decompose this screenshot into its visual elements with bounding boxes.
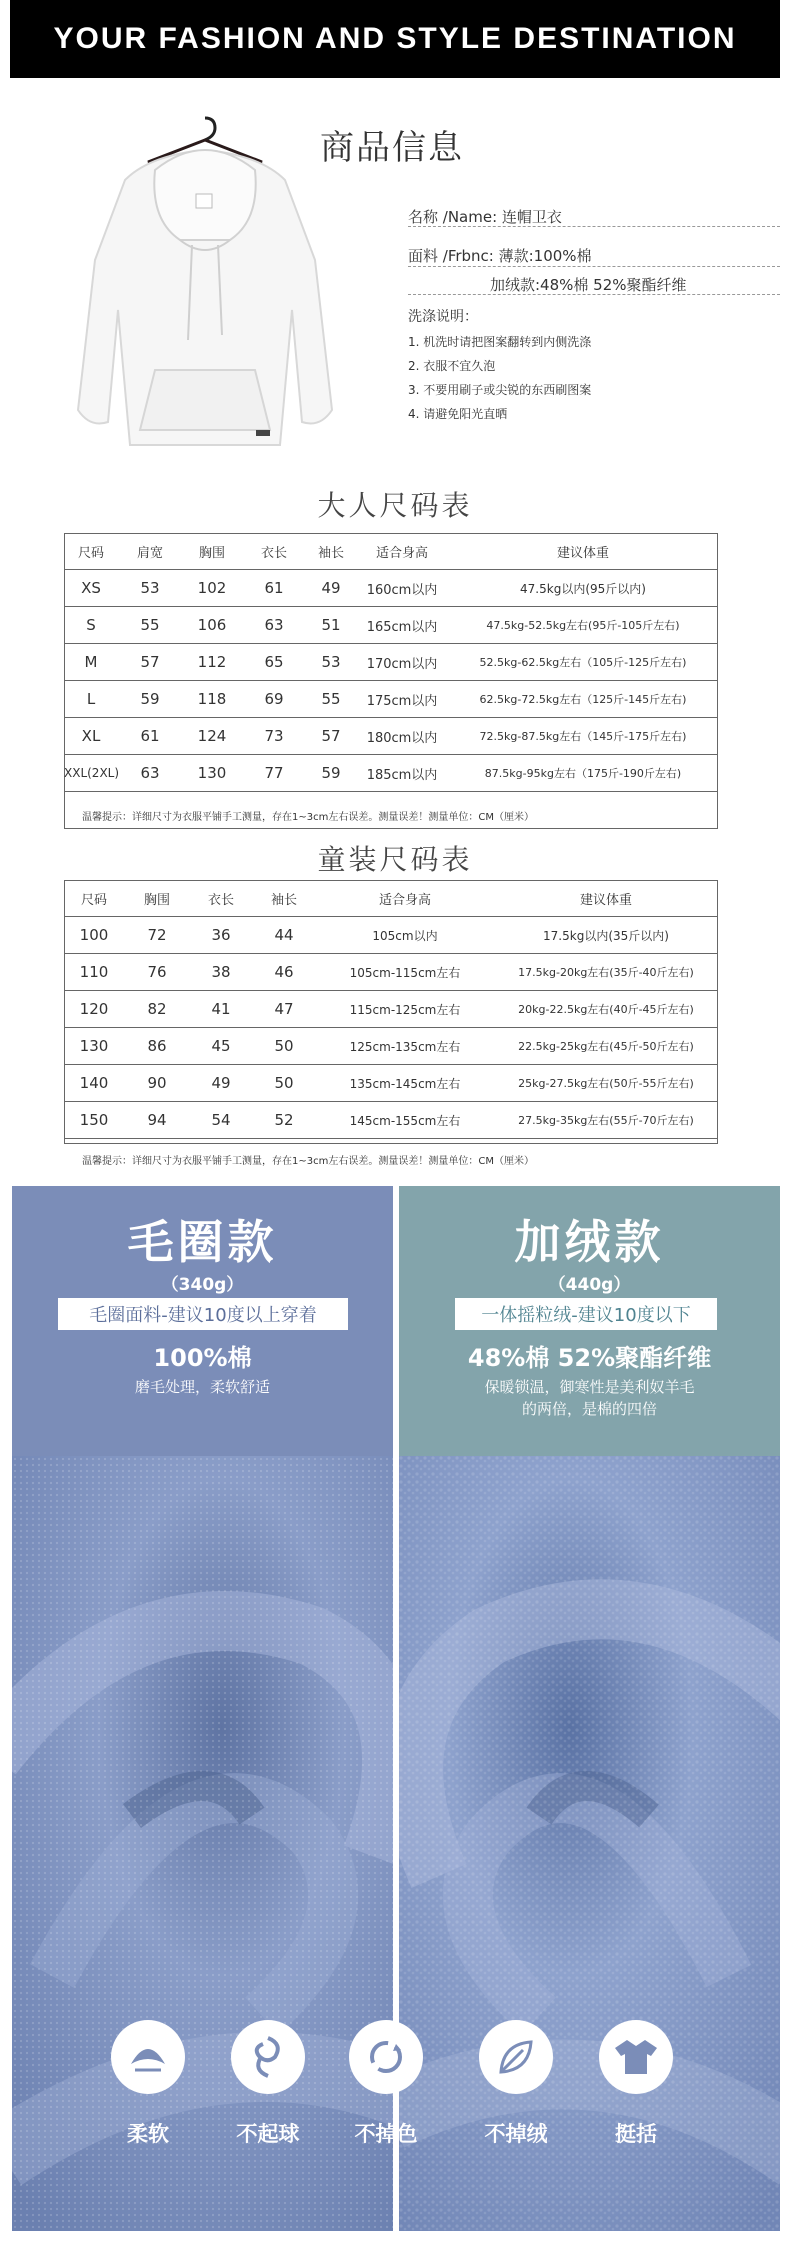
column-header: 尺码 xyxy=(64,533,118,570)
cell: 150 xyxy=(64,1102,124,1139)
cell: 145cm-155cm左右 xyxy=(316,1102,494,1139)
swirl-icon xyxy=(231,2020,305,2094)
cell: 62.5kg-72.5kg左右（125斤-145斤左右) xyxy=(448,681,718,718)
cell: 69 xyxy=(242,681,306,718)
cell: 47.5kg-52.5kg左右(95斤-105斤左右) xyxy=(448,607,718,644)
cell: 54 xyxy=(190,1102,252,1139)
table-row xyxy=(64,1028,718,1065)
column-header: 建议体重 xyxy=(494,880,718,917)
cell: 115cm-125cm左右 xyxy=(316,991,494,1028)
cell: 63 xyxy=(242,607,306,644)
cell: 61 xyxy=(242,570,306,607)
wash-title: 洗涤说明： xyxy=(408,309,478,325)
fleece-fabric: 48%棉 52%聚酯纤维 xyxy=(467,1344,712,1372)
table-row xyxy=(64,954,718,991)
column-header: 适合身高 xyxy=(316,880,494,917)
cell: 63 xyxy=(118,755,182,792)
cell: 50 xyxy=(252,1065,316,1102)
cell: 76 xyxy=(124,954,190,991)
cell: 55 xyxy=(118,607,182,644)
column-header: 尺码 xyxy=(64,880,124,917)
column-header: 适合身高 xyxy=(356,533,448,570)
cell: 52.5kg-62.5kg左右（105斤-125斤左右) xyxy=(448,644,718,681)
kids-size-table xyxy=(64,880,718,1139)
column-header: 肩宽 xyxy=(118,533,182,570)
table-row xyxy=(64,991,718,1028)
wash-instructions xyxy=(408,330,591,426)
fleece-desc-line: 的两倍，是棉的四倍 xyxy=(521,1400,657,1418)
table-header-row xyxy=(64,533,718,570)
cell: 73 xyxy=(242,718,306,755)
feature-label: 柔软 xyxy=(127,2122,169,2146)
column-header: 袖长 xyxy=(306,533,356,570)
cell: 59 xyxy=(118,681,182,718)
table-row xyxy=(64,917,718,954)
cell: 86 xyxy=(124,1028,190,1065)
wash-item: 4. 请避免阳光直晒 xyxy=(408,407,508,421)
divider xyxy=(408,294,780,295)
hoodie-image xyxy=(70,110,340,465)
cell: 65 xyxy=(242,644,306,681)
fleece-panel xyxy=(399,1186,780,1456)
fleece-tag: 一体摇粒绒-建议10度以下 xyxy=(455,1298,717,1330)
table-row xyxy=(64,718,718,755)
cell: 17.5kg以内(35斤以内) xyxy=(494,917,718,954)
divider xyxy=(408,266,780,267)
cell: 82 xyxy=(124,991,190,1028)
cell: 27.5kg-35kg左右(55斤-70斤左右) xyxy=(494,1102,718,1139)
divider xyxy=(408,226,780,227)
cell: 87.5kg-95kg左右（175斤-190斤左右) xyxy=(448,755,718,792)
cell: 140 xyxy=(64,1065,124,1102)
cell: 72 xyxy=(124,917,190,954)
cell: 41 xyxy=(190,991,252,1028)
column-header: 袖长 xyxy=(252,880,316,917)
cell: 38 xyxy=(190,954,252,991)
cell: 135cm-145cm左右 xyxy=(316,1065,494,1102)
table-row xyxy=(64,681,718,718)
feature-label: 挺括 xyxy=(615,2122,657,2146)
cell: 46 xyxy=(252,954,316,991)
cell: 49 xyxy=(190,1065,252,1102)
cell: 106 xyxy=(182,607,242,644)
cell: 102 xyxy=(182,570,242,607)
cell: 125cm-135cm左右 xyxy=(316,1028,494,1065)
column-header: 衣长 xyxy=(190,880,252,917)
cell: 105cm以内 xyxy=(316,917,494,954)
terry-panel xyxy=(12,1186,393,1456)
cell: M xyxy=(64,644,118,681)
recycle-icon xyxy=(349,2020,423,2094)
feature-label: 不掉绒 xyxy=(484,2122,548,2146)
cell: 22.5kg-25kg左右(45斤-50斤左右) xyxy=(494,1028,718,1065)
table-row xyxy=(64,755,718,792)
table-row xyxy=(64,570,718,607)
cell: 57 xyxy=(306,718,356,755)
leaf-icon xyxy=(479,2020,553,2094)
table-row xyxy=(64,1102,718,1139)
table-header-row xyxy=(64,880,718,917)
feature-soft xyxy=(108,2020,188,2148)
cell: 105cm-115cm左右 xyxy=(316,954,494,991)
cell: XS xyxy=(64,570,118,607)
cell: 112 xyxy=(182,644,242,681)
cell: 165cm以内 xyxy=(356,607,448,644)
cell: 160cm以内 xyxy=(356,570,448,607)
cell: S xyxy=(64,607,118,644)
column-header: 衣长 xyxy=(242,533,306,570)
adult-size-table xyxy=(64,533,718,792)
product-name: 名称 /Name: 连帽卫衣 xyxy=(408,208,562,226)
feature-label: 不掉色 xyxy=(354,2122,418,2146)
table-row xyxy=(64,644,718,681)
feature-no-fading xyxy=(346,2020,426,2148)
kids-size-note: 温馨提示：详细尺寸为衣服平铺手工测量，存在1~3cm左右误差。测量误差！测量单位：CM（厘米） xyxy=(82,1156,534,1167)
cell: 53 xyxy=(306,644,356,681)
cell: 47.5kg以内(95斤以内) xyxy=(448,570,718,607)
product-fabric-fleece: 加绒款:48%棉 52%聚酯纤维 xyxy=(490,276,687,294)
cell: 175cm以内 xyxy=(356,681,448,718)
cell: 130 xyxy=(64,1028,124,1065)
kids-size-title: 童装尺码表 xyxy=(317,843,473,876)
terry-title: 毛圈款 xyxy=(127,1215,278,1269)
terry-tag: 毛圈面料-建议10度以上穿着 xyxy=(58,1298,348,1330)
column-header: 胸围 xyxy=(182,533,242,570)
cell: 55 xyxy=(306,681,356,718)
feature-no-pilling xyxy=(228,2020,308,2148)
terry-fabric-image xyxy=(12,1456,393,2231)
column-header: 胸围 xyxy=(124,880,190,917)
cell: 25kg-27.5kg左右(50斤-55斤左右) xyxy=(494,1065,718,1102)
terry-fabric: 100%棉 xyxy=(153,1344,252,1372)
adult-size-title: 大人尺码表 xyxy=(317,489,473,522)
cell: 36 xyxy=(190,917,252,954)
cell: 57 xyxy=(118,644,182,681)
fleece-title: 加绒款 xyxy=(514,1215,665,1269)
fleece-fabric-image xyxy=(399,1456,780,2231)
cell: 90 xyxy=(124,1065,190,1102)
cell: 185cm以内 xyxy=(356,755,448,792)
cell: 47 xyxy=(252,991,316,1028)
column-header: 建议体重 xyxy=(448,533,718,570)
shirt-icon xyxy=(599,2020,673,2094)
cell: 59 xyxy=(306,755,356,792)
terry-weight: （340g） xyxy=(161,1275,244,1295)
cell: 49 xyxy=(306,570,356,607)
info-title: 商品信息 xyxy=(320,128,464,168)
cell: 53 xyxy=(118,570,182,607)
cell: 72.5kg-87.5kg左右（145斤-175斤左右) xyxy=(448,718,718,755)
cell: 170cm以内 xyxy=(356,644,448,681)
cell: 130 xyxy=(182,755,242,792)
wash-item: 3. 不要用刷子或尖锐的东西刷图案 xyxy=(408,383,592,397)
fleece-weight: （440g） xyxy=(548,1275,631,1295)
cell: 120 xyxy=(64,991,124,1028)
table-row xyxy=(64,1065,718,1102)
feature-crisp xyxy=(596,2020,676,2148)
banner-text: YOUR FASHION AND STYLE DESTINATION xyxy=(53,22,737,55)
cell: 17.5kg-20kg左右(35斤-40斤左右) xyxy=(494,954,718,991)
feather-icon xyxy=(111,2020,185,2094)
fleece-desc-line: 保暖锁温，御寒性是美利奴羊毛 xyxy=(484,1378,695,1396)
cell: L xyxy=(64,681,118,718)
cell: 100 xyxy=(64,917,124,954)
feature-label: 不起球 xyxy=(236,2122,300,2146)
cell: 77 xyxy=(242,755,306,792)
cell: 94 xyxy=(124,1102,190,1139)
cell: 124 xyxy=(182,718,242,755)
table-row xyxy=(64,607,718,644)
cell: 118 xyxy=(182,681,242,718)
cell: 180cm以内 xyxy=(356,718,448,755)
cell: 20kg-22.5kg左右(40斤-45斤左右) xyxy=(494,991,718,1028)
cell: 44 xyxy=(252,917,316,954)
adult-size-note: 温馨提示：详细尺寸为衣服平铺手工测量，存在1~3cm左右误差。测量误差！测量单位：CM（厘米） xyxy=(82,812,534,823)
cell: 51 xyxy=(306,607,356,644)
fleece-desc xyxy=(399,1376,780,1420)
top-banner xyxy=(10,0,780,78)
wash-item: 2. 衣服不宜久泡 xyxy=(408,359,496,373)
cell: XXL(2XL) xyxy=(64,755,118,792)
cell: 45 xyxy=(190,1028,252,1065)
cell: 52 xyxy=(252,1102,316,1139)
cell: 61 xyxy=(118,718,182,755)
product-fabric: 面料 /Frbnc: 薄款:100%棉 xyxy=(408,247,592,265)
wash-item: 1. 机洗时请把图案翻转到内侧洗涤 xyxy=(408,335,592,349)
cell: 50 xyxy=(252,1028,316,1065)
terry-desc: 磨毛处理，柔软舒适 xyxy=(134,1378,270,1396)
cell: XL xyxy=(64,718,118,755)
feature-no-shedding xyxy=(476,2020,556,2148)
cell: 110 xyxy=(64,954,124,991)
